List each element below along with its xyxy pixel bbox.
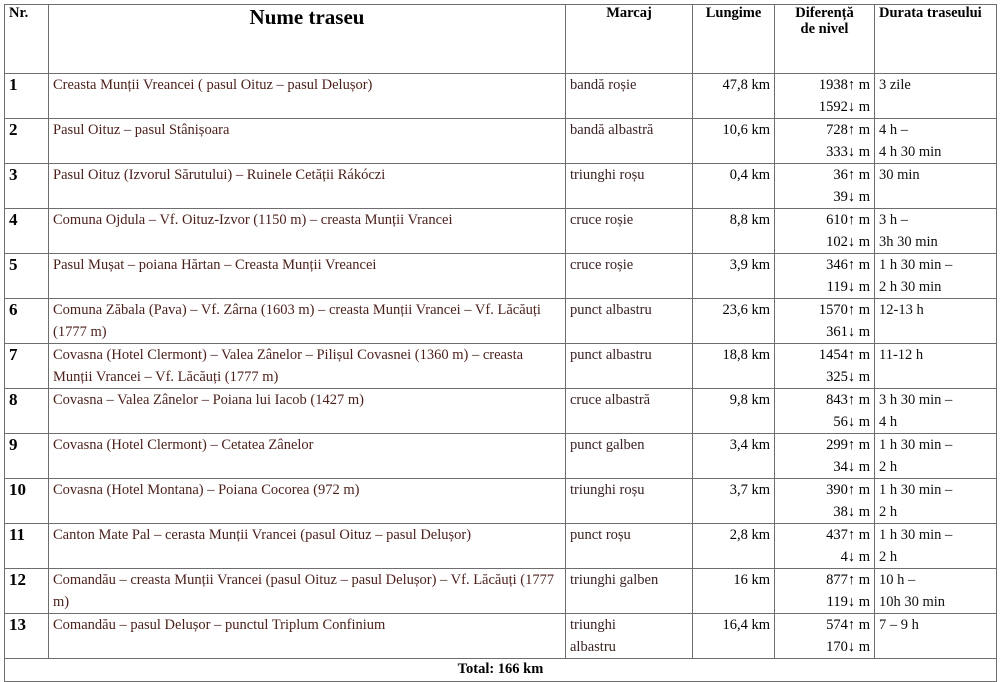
row-number: 12 bbox=[5, 569, 49, 614]
trail-duration: 12-13 h bbox=[875, 299, 997, 344]
elevation-difference bbox=[775, 254, 875, 299]
elevation-up: 843↑ m bbox=[826, 392, 870, 408]
trail-marking: bandă albastră bbox=[566, 119, 693, 164]
elevation-down: 4↓ m bbox=[840, 549, 870, 565]
elevation-up: 36↑ m bbox=[833, 167, 870, 183]
row-number: 8 bbox=[5, 389, 49, 434]
elevation-difference bbox=[775, 434, 875, 479]
trail-duration: 3 h – 3h 30 min bbox=[875, 209, 997, 254]
trail-duration: 1 h 30 min – 2 h bbox=[875, 524, 997, 569]
trail-length: 16,4 km bbox=[693, 614, 775, 659]
elevation-difference bbox=[775, 119, 875, 164]
row-number: 10 bbox=[5, 479, 49, 524]
trail-length: 2,8 km bbox=[693, 524, 775, 569]
header-row bbox=[5, 5, 997, 74]
trail-length: 18,8 km bbox=[693, 344, 775, 389]
elevation-up: 1454↑ m bbox=[818, 347, 870, 363]
trail-marking: cruce roșie bbox=[566, 209, 693, 254]
elevation-down: 119↓ m bbox=[826, 279, 870, 295]
row-number: 9 bbox=[5, 434, 49, 479]
trail-marking: cruce roșie bbox=[566, 254, 693, 299]
header-marcaj: Marcaj bbox=[566, 5, 693, 74]
elevation-up: 610↑ m bbox=[826, 212, 870, 228]
elevation-difference bbox=[775, 389, 875, 434]
header-nr: Nr. bbox=[5, 5, 49, 74]
trail-name: Comandău – pasul Delușor – punctul Triplum Confinium bbox=[49, 614, 566, 659]
table-row bbox=[5, 254, 997, 299]
elevation-down: 170↓ m bbox=[826, 639, 870, 655]
table-row bbox=[5, 389, 997, 434]
trail-length: 3,9 km bbox=[693, 254, 775, 299]
header-name: Nume traseu bbox=[49, 5, 566, 74]
row-number: 1 bbox=[5, 74, 49, 119]
table-row bbox=[5, 209, 997, 254]
elevation-down: 333↓ m bbox=[826, 144, 870, 160]
elevation-up: 437↑ m bbox=[826, 527, 870, 543]
trail-duration: 30 min bbox=[875, 164, 997, 209]
trail-length: 0,4 km bbox=[693, 164, 775, 209]
table-row bbox=[5, 434, 997, 479]
table-row bbox=[5, 74, 997, 119]
trail-name: Covasna (Hotel Montana) – Poiana Cocorea (972 m) bbox=[49, 479, 566, 524]
elevation-difference bbox=[775, 74, 875, 119]
trail-marking: triunghi galben bbox=[566, 569, 693, 614]
table-row bbox=[5, 569, 997, 614]
trail-duration: 4 h – 4 h 30 min bbox=[875, 119, 997, 164]
table-row bbox=[5, 344, 997, 389]
trail-duration: 10 h – 10h 30 min bbox=[875, 569, 997, 614]
trail-length: 16 km bbox=[693, 569, 775, 614]
header-lungime: Lungime bbox=[693, 5, 775, 74]
trail-length: 3,4 km bbox=[693, 434, 775, 479]
trail-name: Canton Mate Pal – cerasta Munții Vrancei (pasul Oituz – pasul Delușor) bbox=[49, 524, 566, 569]
trail-marking: triunghi roșu bbox=[566, 479, 693, 524]
trail-length: 8,8 km bbox=[693, 209, 775, 254]
elevation-down: 1592↓ m bbox=[818, 99, 870, 115]
row-number: 3 bbox=[5, 164, 49, 209]
trail-name: Comuna Zăbala (Pava) – Vf. Zârna (1603 m) – creasta Munții Vrancei – Vf. Lăcăuți (1777 m) bbox=[49, 299, 566, 344]
elevation-up: 390↑ m bbox=[826, 482, 870, 498]
trail-length: 47,8 km bbox=[693, 74, 775, 119]
row-number: 13 bbox=[5, 614, 49, 659]
elevation-difference bbox=[775, 524, 875, 569]
table-row bbox=[5, 614, 997, 659]
elevation-up: 728↑ m bbox=[826, 122, 870, 138]
trail-length: 23,6 km bbox=[693, 299, 775, 344]
trail-length: 3,7 km bbox=[693, 479, 775, 524]
trail-length: 10,6 km bbox=[693, 119, 775, 164]
trail-length: 9,8 km bbox=[693, 389, 775, 434]
trail-marking: punct galben bbox=[566, 434, 693, 479]
table-row bbox=[5, 299, 997, 344]
elevation-down: 119↓ m bbox=[826, 594, 870, 610]
footer-row bbox=[5, 659, 997, 682]
trail-marking: triunghi albastru bbox=[566, 614, 693, 659]
table-row bbox=[5, 164, 997, 209]
row-number: 7 bbox=[5, 344, 49, 389]
trail-duration: 1 h 30 min – 2 h bbox=[875, 479, 997, 524]
trail-name: Covasna (Hotel Clermont) – Cetatea Zânelor bbox=[49, 434, 566, 479]
elevation-down: 325↓ m bbox=[826, 369, 870, 385]
trail-duration: 3 h 30 min – 4 h bbox=[875, 389, 997, 434]
row-number: 5 bbox=[5, 254, 49, 299]
trail-marking: bandă roșie bbox=[566, 74, 693, 119]
header-durata: Durata traseului bbox=[875, 5, 997, 74]
trail-duration: 1 h 30 min – 2 h bbox=[875, 434, 997, 479]
trail-duration: 11-12 h bbox=[875, 344, 997, 389]
trail-name: Pasul Oituz – pasul Stânișoara bbox=[49, 119, 566, 164]
elevation-difference bbox=[775, 209, 875, 254]
trail-marking: punct albastru bbox=[566, 299, 693, 344]
elevation-down: 34↓ m bbox=[833, 459, 870, 475]
elevation-difference bbox=[775, 569, 875, 614]
elevation-up: 346↑ m bbox=[826, 257, 870, 273]
header-diferenta-line1: Diferență bbox=[795, 5, 854, 21]
total-cell: Total: 166 km bbox=[5, 659, 997, 682]
table-row bbox=[5, 524, 997, 569]
trail-marking: triunghi roșu bbox=[566, 164, 693, 209]
elevation-difference bbox=[775, 344, 875, 389]
trail-name: Comandău – creasta Munții Vrancei (pasul Oituz – pasul Delușor) – Vf. Lăcăuți (1777 m) bbox=[49, 569, 566, 614]
elevation-down: 56↓ m bbox=[833, 414, 870, 430]
header-diferenta bbox=[775, 5, 875, 74]
table-row bbox=[5, 479, 997, 524]
trail-duration: 3 zile bbox=[875, 74, 997, 119]
row-number: 4 bbox=[5, 209, 49, 254]
trail-name: Pasul Mușat – poiana Hărtan – Creasta Munții Vreancei bbox=[49, 254, 566, 299]
elevation-up: 299↑ m bbox=[826, 437, 870, 453]
elevation-down: 102↓ m bbox=[826, 234, 870, 250]
row-number: 11 bbox=[5, 524, 49, 569]
elevation-up: 574↑ m bbox=[826, 617, 870, 633]
trail-marking: punct roșu bbox=[566, 524, 693, 569]
row-number: 2 bbox=[5, 119, 49, 164]
elevation-difference bbox=[775, 299, 875, 344]
trail-duration: 1 h 30 min – 2 h 30 min bbox=[875, 254, 997, 299]
elevation-up: 1938↑ m bbox=[818, 77, 870, 93]
elevation-difference bbox=[775, 479, 875, 524]
trail-name: Creasta Munții Vreancei ( pasul Oituz – pasul Delușor) bbox=[49, 74, 566, 119]
trail-name: Comuna Ojdula – Vf. Oituz-Izvor (1150 m) – creasta Munții Vrancei bbox=[49, 209, 566, 254]
table-body bbox=[5, 74, 997, 659]
elevation-up: 1570↑ m bbox=[818, 302, 870, 318]
header-diferenta-line2: de nivel bbox=[800, 21, 849, 37]
table-row bbox=[5, 119, 997, 164]
trail-name: Covasna – Valea Zânelor – Poiana lui Iacob (1427 m) bbox=[49, 389, 566, 434]
elevation-down: 39↓ m bbox=[833, 189, 870, 205]
row-number: 6 bbox=[5, 299, 49, 344]
trails-table bbox=[4, 4, 997, 682]
trail-name: Pasul Oituz (Izvorul Sărutului) – Ruinele Cetății Rákóczi bbox=[49, 164, 566, 209]
elevation-difference bbox=[775, 164, 875, 209]
trail-marking: punct albastru bbox=[566, 344, 693, 389]
trail-marking: cruce albastră bbox=[566, 389, 693, 434]
elevation-down: 38↓ m bbox=[833, 504, 870, 520]
elevation-up: 877↑ m bbox=[826, 572, 870, 588]
elevation-down: 361↓ m bbox=[826, 324, 870, 340]
trail-duration: 7 – 9 h bbox=[875, 614, 997, 659]
trail-name: Covasna (Hotel Clermont) – Valea Zânelor – Pilișul Covasnei (1360 m) – creasta Munții Vrancei – Vf. Lăcăuți (1777 m) bbox=[49, 344, 566, 389]
elevation-difference bbox=[775, 614, 875, 659]
